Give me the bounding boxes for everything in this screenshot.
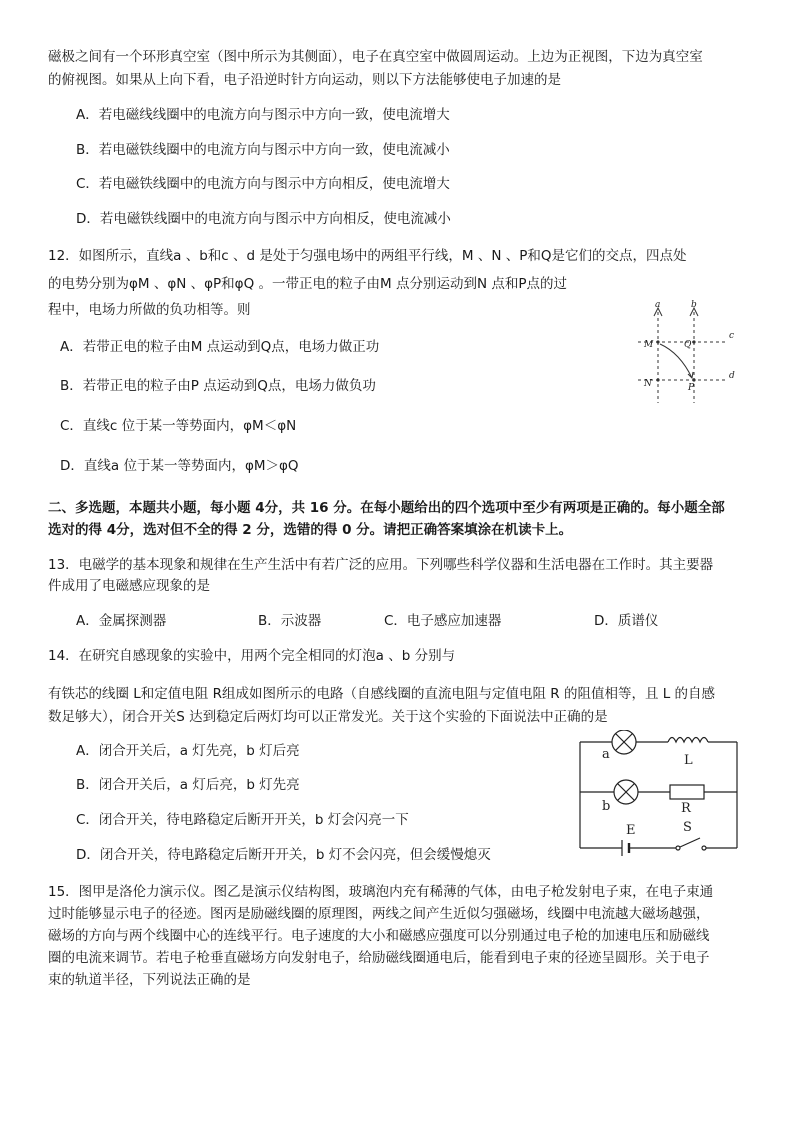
q14-stem-line1: 14．在研究自感现象的实验中，用两个完全相同的灯泡a 、b 分别与 bbox=[48, 648, 456, 664]
q15-stem-line1: 15．图甲是洛伦力演示仪。图乙是演示仪结构图，玻璃泡内充有稀薄的气体，由电子枪发射电子束，在电子束通 bbox=[48, 884, 714, 900]
q11-option-d: D．若电磁铁线圈中的电流方向与图示中方向相反，使电流减小 bbox=[76, 211, 451, 227]
q12-option-c: C．直线c 位于某一等势面内，φM＜φN bbox=[60, 418, 297, 434]
q12-label-a: a bbox=[655, 300, 661, 310]
q12-label-d: d bbox=[729, 371, 735, 381]
q14-option-b: B．闭合开关后，a 灯后亮，b 灯先亮 bbox=[76, 777, 300, 793]
q12-stem-line3: 程中，电场力所做的负功相等。则 bbox=[48, 302, 251, 318]
q12-stem-line1: 12．如图所示，直线a 、b和c 、d 是处于匀强电场中的两组平行线，M 、N 、P和Q是它们的交点，四点处 bbox=[48, 248, 687, 264]
q15-stem-line3: 磁场的方向与两个线圈中心的连线平行。电子速度的大小和磁感应强度可以分别通过电子枪的加速电压和励磁线 bbox=[48, 928, 710, 944]
q13-option-b: B．示波器 bbox=[258, 613, 322, 629]
q14-stem-line3: 数足够大），闭合开关S 达到稳定后两灯均可以正常发光。关于这个实验的下面说法中正确的是 bbox=[48, 709, 608, 725]
q13-option-d: D．质谱仪 bbox=[594, 613, 659, 629]
q15-stem-line4: 圈的电流来调节。若电子枪垂直磁场方向发射电子，给励磁线圈通电后，能看到电子束的径迹呈圆形。关于电子 bbox=[48, 950, 710, 966]
q12-label-Q: Q bbox=[684, 340, 692, 350]
q14-option-c: C．闭合开关，待电路稳定后断开开关，b 灯会闪亮一下 bbox=[76, 812, 409, 828]
q12-option-d: D．直线a 位于某一等势面内，φM＞φQ bbox=[60, 458, 299, 474]
q14-stem-line2: 有铁芯的线圈 L和定值电阻 R组成如图所示的电路（自感线圈的直流电阻与定值电阻 R 的阻值相等，且 L 的自感 bbox=[48, 686, 716, 702]
q12-label-c: c bbox=[729, 331, 735, 341]
q13-stem-line2: 件成用了电磁感应现象的是 bbox=[48, 578, 210, 594]
q13-option-a: A．金属探测器 bbox=[76, 613, 167, 629]
q14-circuit-diagram bbox=[572, 730, 752, 862]
q14-option-a: A．闭合开关后，a 灯先亮，b 灯后亮 bbox=[76, 743, 300, 759]
q12-stem-line2: 的电势分别为φM 、φN 、φP和φQ 。一带正电的粒子由M 点分别运动到N 点和P点的过 bbox=[48, 276, 567, 292]
q15-stem-line2: 过时能够显示电子的径迹。图丙是励磁线圈的原理图，两线之间产生近似匀强磁场，线圈中电流越大磁场越强， bbox=[48, 906, 710, 922]
q12-field-diagram bbox=[630, 298, 740, 408]
q11-stem-line1: 磁极之间有一个环形真空室（图中所示为其侧面），电子在真空室中做圆周运动。上边为正视图，下边为真空室 bbox=[48, 49, 703, 65]
q12-label-P: P bbox=[688, 383, 695, 393]
q11-option-b: B．若电磁铁线圈中的电流方向与图示中方向一致，使电流减小 bbox=[76, 142, 450, 158]
q14-label-R: R bbox=[681, 801, 691, 816]
q14-option-d: D．闭合开关，待电路稳定后断开开关，b 灯不会闪亮，但会缓慢熄灭 bbox=[76, 847, 491, 863]
q14-label-S: S bbox=[683, 820, 692, 835]
q13-stem-line1: 13．电磁学的基本现象和规律在生产生活中有若广泛的应用。下列哪些科学仪器和生活电器在工作时。其主要器 bbox=[48, 557, 714, 573]
q12-label-N: N bbox=[644, 379, 652, 389]
q14-label-b: b bbox=[602, 799, 611, 814]
section2-header-line2: 选对的得 4分，选对但不全的得 2 分，选错的得 0 分。请把正确答案填涂在机读卡上。 bbox=[48, 522, 573, 538]
q11-option-c: C．若电磁铁线圈中的电流方向与图示中方向相反，使电流增大 bbox=[76, 176, 450, 192]
q15-stem-line5: 束的轨道半径，下列说法正确的是 bbox=[48, 972, 251, 988]
q14-label-L: L bbox=[684, 753, 693, 768]
q14-label-E: E bbox=[626, 823, 636, 838]
q14-label-a: a bbox=[602, 747, 610, 762]
q11-option-a: A．若电磁线线圈中的电流方向与图示中方向一致，使电流增大 bbox=[76, 107, 450, 123]
q12-label-M: M bbox=[644, 340, 654, 350]
q13-option-c: C．电子感应加速器 bbox=[384, 613, 502, 629]
q12-option-a: A．若带正电的粒子由M 点运动到Q点，电场力做正功 bbox=[60, 339, 380, 355]
q11-stem-line2: 的俯视图。如果从上向下看，电子沿逆时针方向运动，则以下方法能够使电子加速的是 bbox=[48, 72, 561, 88]
section2-header-line1: 二、多选题，本题共小题，每小题 4分，共 16 分。在每小题给出的四个选项中至少有两项是正确的。每小题全部 bbox=[48, 500, 725, 516]
q12-option-b: B．若带正电的粒子由P 点运动到Q点，电场力做负功 bbox=[60, 378, 376, 394]
q12-label-b: b bbox=[691, 300, 697, 310]
